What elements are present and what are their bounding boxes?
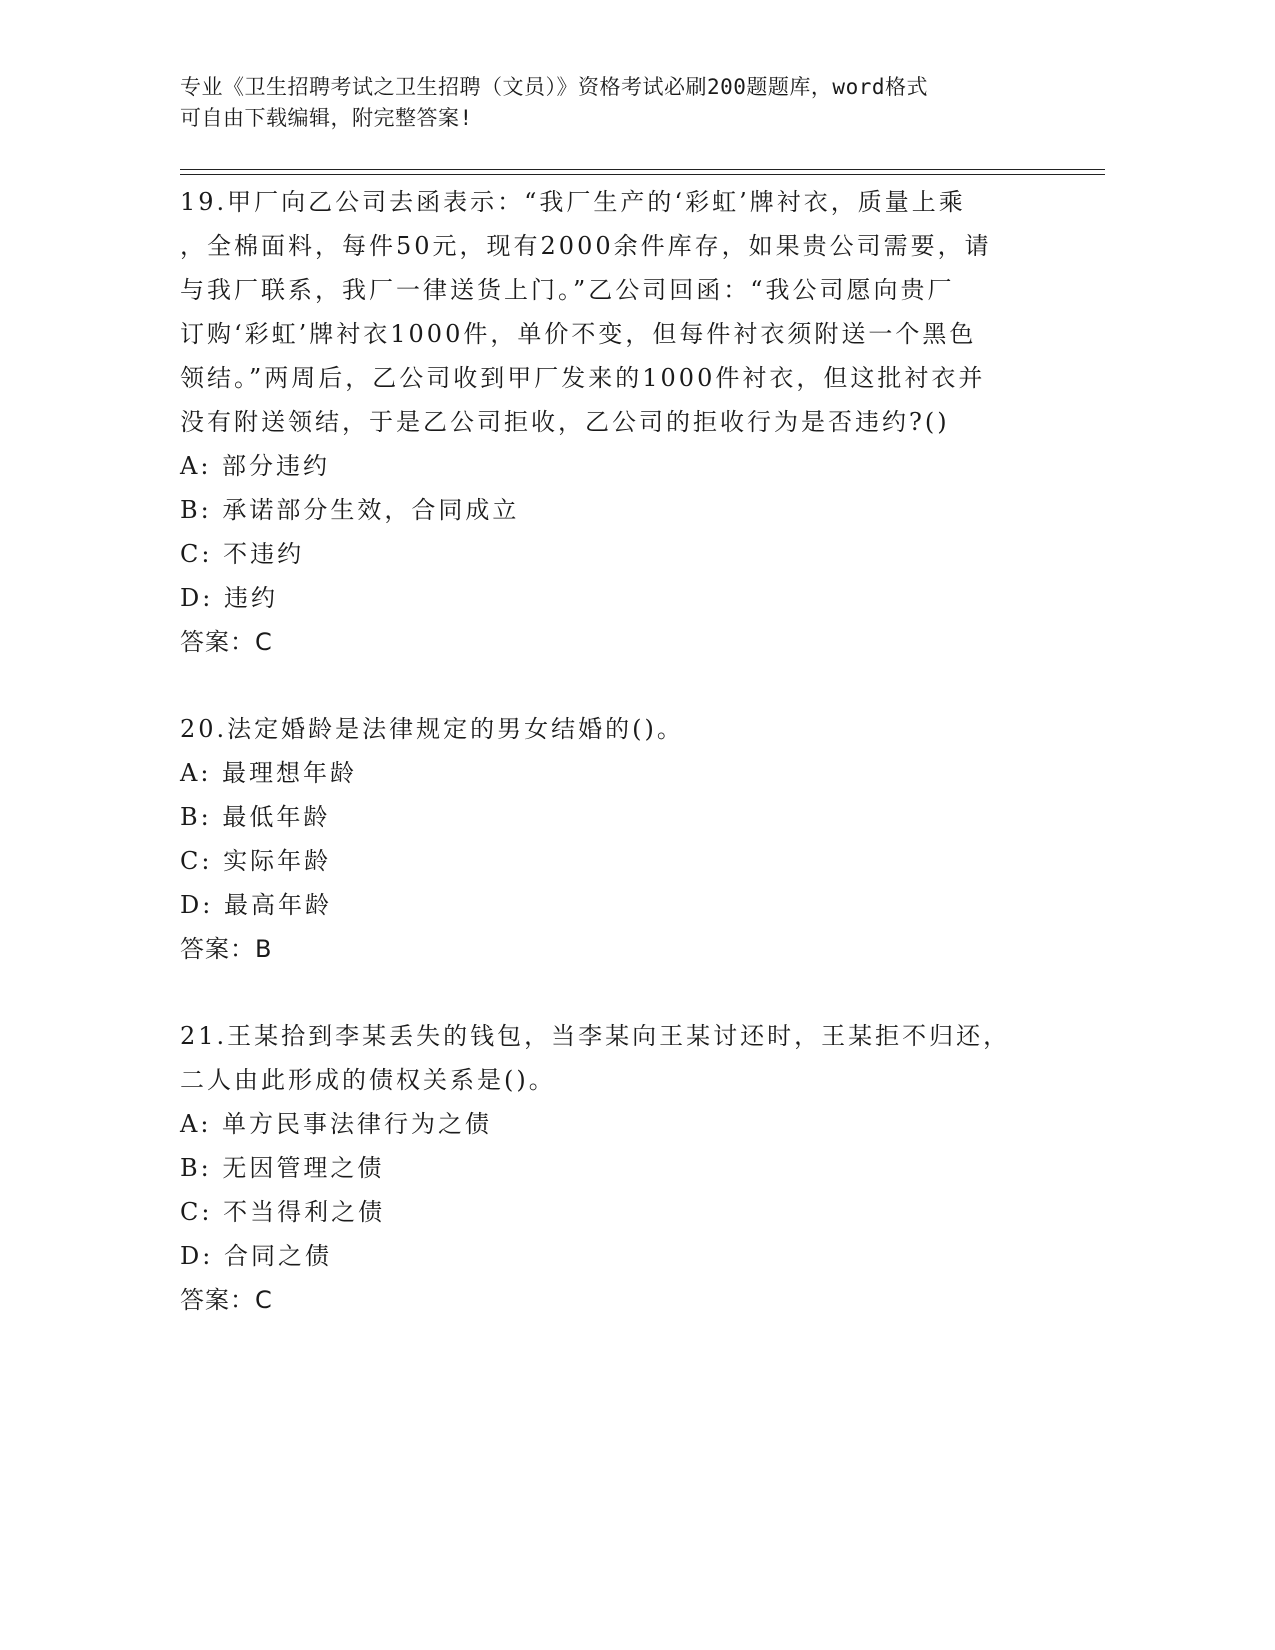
question-text: 20.法定婚龄是法律规定的男女结婚的()。: [180, 715, 684, 743]
question-text: 21.王某拾到李某丢失的钱包，当李某向王某讨还时，王某拒不归还，: [180, 1022, 1011, 1050]
option-b: B: 最低年龄: [180, 803, 331, 831]
option-c: C: 实际年龄: [180, 847, 332, 875]
question-text: 19.甲厂向乙公司去函表示：“我厂生产的‘彩虹’牌衬衣，质量上乘: [180, 188, 966, 216]
question-list: [180, 180, 1050, 1365]
option-b: B: 承诺部分生效，合同成立: [180, 496, 520, 524]
question-text: 二人由此形成的债权关系是()。: [180, 1066, 556, 1094]
option-b: B: 无因管理之债: [180, 1154, 385, 1182]
option-d: D: 最高年龄: [180, 891, 332, 919]
question-20: [180, 707, 1050, 971]
header-divider: [180, 174, 1105, 175]
answer-line: 答案：C: [180, 1286, 273, 1314]
question-text: 没有附送领结，于是乙公司拒收，乙公司的拒收行为是否违约?(): [180, 408, 950, 436]
option-a: A: 单方民事法律行为之债: [180, 1110, 493, 1138]
question-text: ，全棉面料，每件50元，现有2000余件库存，如果贵公司需要，请: [180, 232, 992, 260]
option-a: A: 最理想年龄: [180, 759, 358, 787]
question-text: 领结。”两周后，乙公司收到甲厂发来的1000件衬衣，但这批衬衣并: [180, 364, 986, 392]
option-d: D: 合同之债: [180, 1242, 332, 1270]
header-line: 可自由下载编辑，附完整答案!: [180, 106, 473, 130]
question-text: 订购‘彩虹’牌衬衣1000件，单价不变，但每件衬衣须附送一个黑色: [180, 320, 977, 348]
header-line: 专业《卫生招聘考试之卫生招聘（文员）》资格考试必刷200题题库，word格式: [180, 75, 928, 99]
option-d: D: 违约: [180, 584, 278, 612]
option-c: C: 不当得利之债: [180, 1198, 386, 1226]
answer-line: 答案：B: [180, 935, 273, 963]
question-21: [180, 1014, 1050, 1322]
question-19: [180, 180, 1050, 664]
option-c: C: 不违约: [180, 540, 305, 568]
question-text: 与我厂联系，我厂一律送货上门。”乙公司回函：“我公司愿向贵厂: [180, 276, 955, 304]
document-header: [180, 72, 1050, 134]
answer-line: 答案：C: [180, 628, 273, 656]
header-divider: [180, 169, 1105, 170]
option-a: A: 部分违约: [180, 452, 331, 480]
